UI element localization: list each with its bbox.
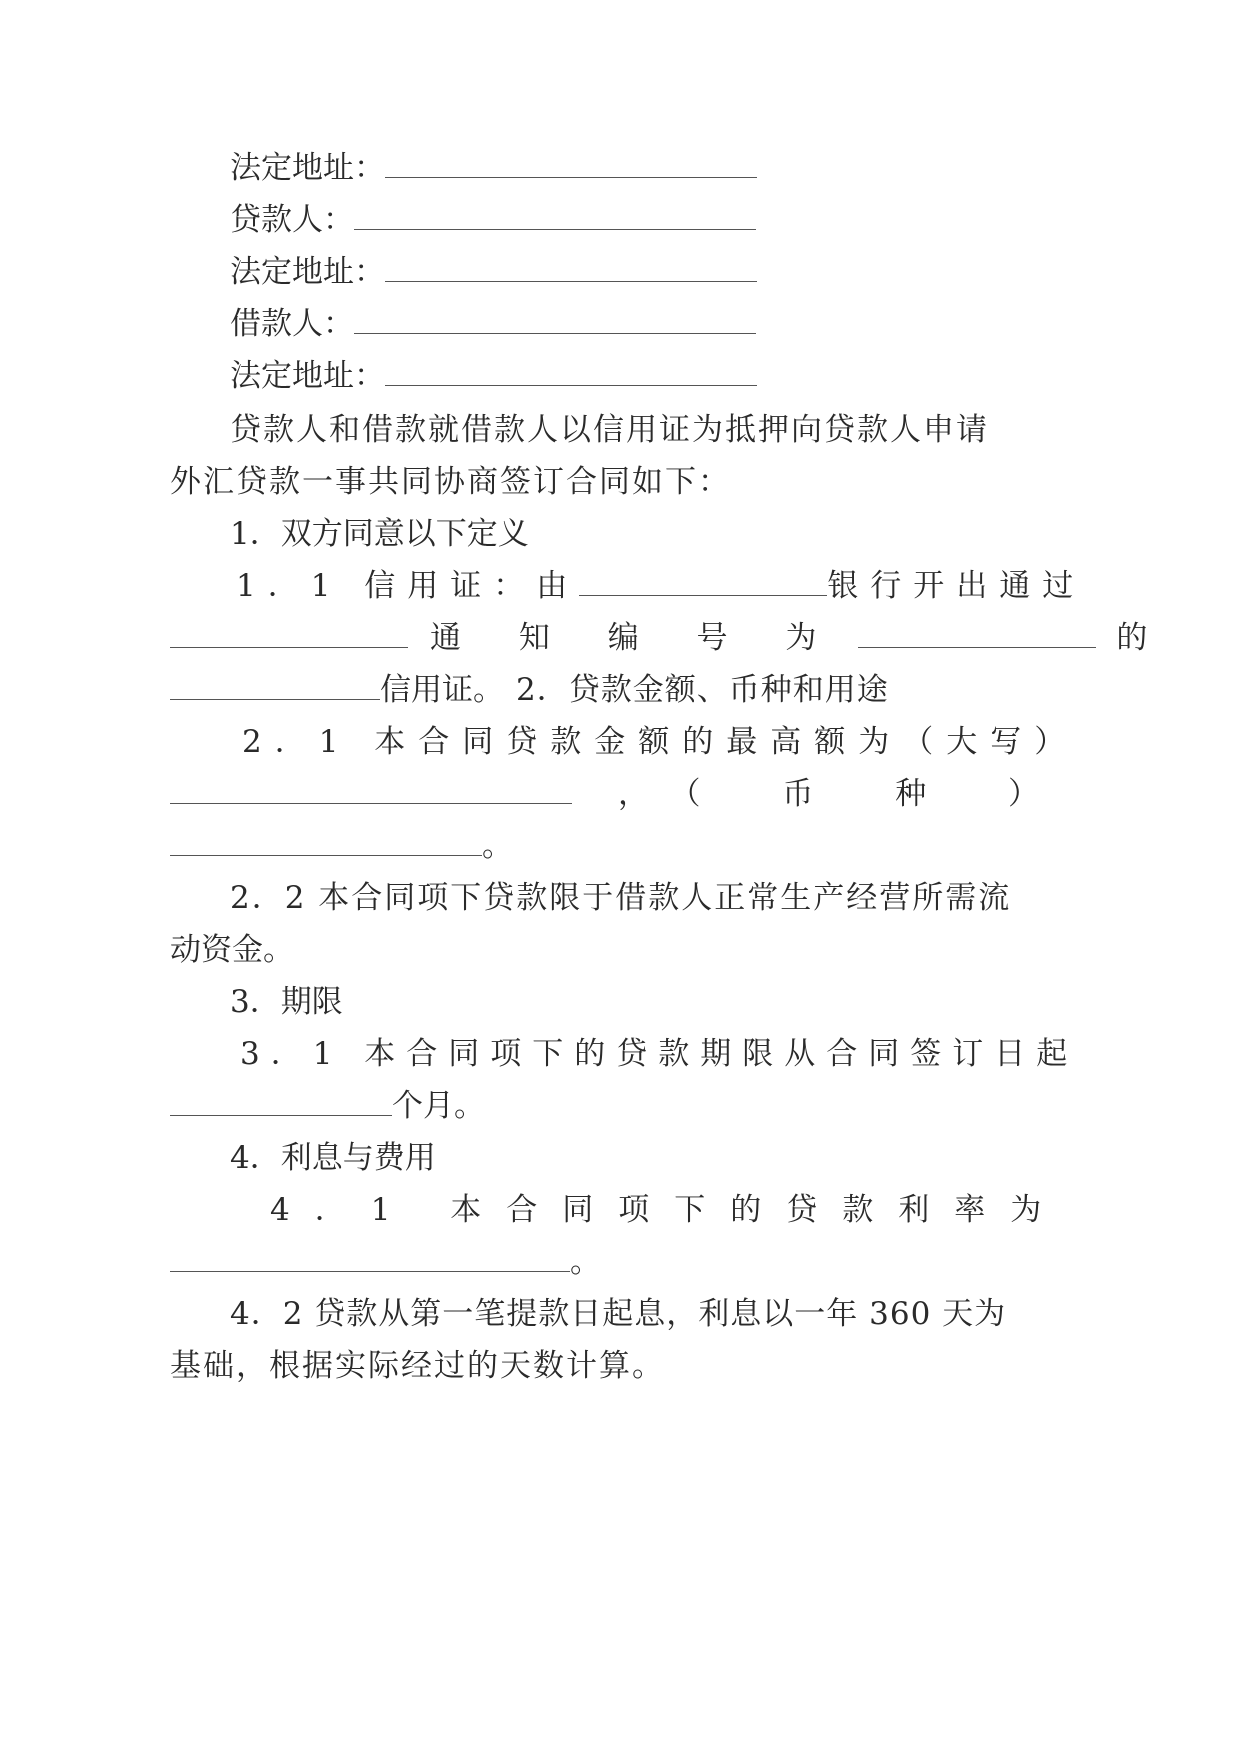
- blank-line: [385, 151, 757, 178]
- blank-line: [170, 621, 408, 648]
- clause-1-1-line-3: [170, 670, 889, 710]
- clause-3-1-line-2: [170, 1086, 485, 1126]
- clause-2-1-line-3: [170, 826, 513, 866]
- clause-2-2-line-1: 2．2 本合同项下贷款限于借款人正常生产经营所需流: [230, 880, 1012, 916]
- clause-2-2-line-2: 动资金。: [170, 932, 294, 968]
- blank-line: [385, 255, 757, 282]
- clause-1-1-line-1: [236, 566, 1085, 606]
- clause-3-1-line-1: 3．1 本合同项下的贷款期限从合同签订日起: [240, 1036, 1079, 1072]
- clause-2-1-line-1: 2．1 本合同贷款金额的最高额为（大写）: [242, 724, 1079, 760]
- blank-line: [170, 673, 380, 700]
- blank-line: [354, 203, 756, 230]
- clause-1-1-line-2: [170, 618, 1147, 658]
- section-4-heading: 4．利息与费用: [230, 1140, 436, 1176]
- clause-2-1-line-2: [170, 774, 1075, 814]
- blank-line: [170, 1089, 392, 1116]
- section-2-heading: 2．贷款金额、币种和用途: [516, 672, 889, 708]
- clause-text: 1．1 信用证：由: [236, 568, 580, 604]
- field-legal-address-3: [230, 356, 757, 396]
- clause-text: 银行开出通过: [827, 568, 1086, 604]
- clause-text: 信用证。: [380, 672, 504, 708]
- field-legal-address-1: [230, 148, 757, 188]
- blank-line: [354, 307, 756, 334]
- blank-line: [385, 359, 757, 386]
- blank-line: [170, 777, 572, 804]
- clause-4-2-line-1: 4．2 贷款从第一笔提款日起息，利息以一年 360 天为: [230, 1296, 1007, 1332]
- field-legal-address-2: [230, 252, 757, 292]
- field-label: 法定地址：: [230, 150, 385, 186]
- clause-text: 。: [482, 828, 513, 864]
- field-label: 法定地址：: [230, 254, 385, 290]
- clause-text: 通 知 编 号 为: [430, 620, 841, 656]
- blank-line: [858, 621, 1096, 648]
- clause-text: 个月。: [392, 1088, 485, 1124]
- clause-4-2-line-2: 基础，根据实际经过的天数计算。: [170, 1348, 665, 1384]
- clause-text: （ 币 种 ）: [685, 776, 1076, 812]
- field-lender: [230, 200, 756, 240]
- blank-line: [170, 1245, 570, 1272]
- section-3-heading: 3．期限: [230, 984, 343, 1020]
- field-label: 借款人：: [230, 306, 354, 342]
- intro-line-2: 外汇贷款一事共同协商签订合同如下：: [170, 464, 731, 500]
- field-borrower: [230, 304, 756, 344]
- field-label: 贷款人：: [230, 202, 354, 238]
- blank-line: [579, 569, 827, 596]
- clause-4-1-line-2: [170, 1242, 601, 1282]
- intro-line-1: 贷款人和借款就借款人以信用证为抵押向贷款人申请: [230, 412, 989, 448]
- section-1-heading: 1．双方同意以下定义: [230, 516, 529, 552]
- clause-4-1-line-1: 4．1 本合同项下的贷款利率为: [270, 1192, 1067, 1228]
- clause-text: 的: [1116, 620, 1148, 656]
- clause-text: 。: [570, 1244, 601, 1280]
- field-label: 法定地址：: [230, 358, 385, 394]
- clause-text: ，: [618, 776, 649, 812]
- blank-line: [170, 829, 482, 856]
